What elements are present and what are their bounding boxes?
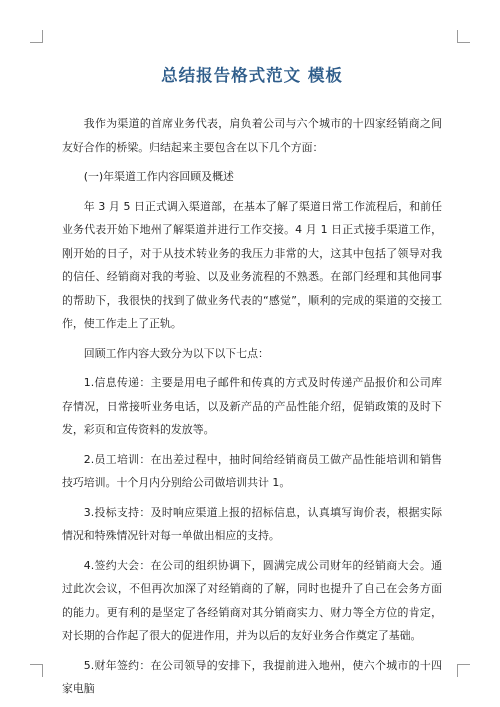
paragraph-item-4: 4.签约大会：在公司的组织协调下，圆满完成公司财年的经销商大会。通过此次会议，不但再次加深了对经销商的了解，同时也提升了自己在会务方面的能力。更有利的是坚定了各经销商对其分销商实力、财力等全方位的肯定，对长期的合作起了很大的促进作用，并为以后的友好业务合作奠定了基础。: [62, 558, 442, 642]
paragraph-intro: 我作为渠道的首席业务代表，肩负着公司与六个城市的十四家经销商之间友好合作的桥梁。归结起来主要包含在以下几个方面：: [62, 117, 442, 154]
section-heading: (一)年渠道工作内容回顾及概述: [83, 170, 234, 183]
page-corner-mark-bottom-right: [457, 664, 470, 677]
document-title: 总结报告格式范文 模板: [161, 66, 343, 85]
page-corner-mark-bottom-left: [30, 664, 43, 677]
document-page: [62, 56, 442, 707]
paragraph-overview: 年 3 月 5 日正式调入渠道部，在基本了解了渠道日常工作流程后，和前任业务代表开始下地州了解渠道并进行工作交接。4 月 1 日正式接手渠道工作，刚开始的日子，对于从技术转业务的我压力非常的大，这其中包括了领导对我的信任、经销商对我的考验、以及业务流程的不熟悉。在部门经理和其他同事的帮助下，我很快的找到了做业务代表的“感觉”，顺利的完成的渠道的交接工作，使工作走上了正轨。: [62, 199, 442, 330]
paragraph-item-3: 3.投标支持：及时响应渠道上报的招标信息，认真填写询价表，根据实际情况和特殊情况针对每一单做出相应的支持。: [62, 505, 442, 542]
paragraph-item-2: 2.员工培训：在出差过程中，抽时间给经销商员工做产品性能培训和销售技巧培训。十个月内分别给公司做培训共计 1。: [62, 452, 442, 489]
page-corner-mark-top-left: [30, 30, 43, 43]
paragraph-item-1: 1.信息传递：主要是用电子邮件和传真的方式及时传递产品报价和公司库存情况，日常接听业务电话，以及新产品的产品性能介绍，促销政策的及时下发，彩页和宣传资料的发放等。: [62, 376, 442, 436]
paragraph-review-lead: 回顾工作内容大致分为以下以下七点：: [83, 346, 269, 360]
paragraph-item-5: 5.财年签约：在公司领导的安排下，我提前进入地州，使六个城市的十四家电脑: [62, 658, 442, 695]
page-corner-mark-top-right: [457, 30, 470, 43]
